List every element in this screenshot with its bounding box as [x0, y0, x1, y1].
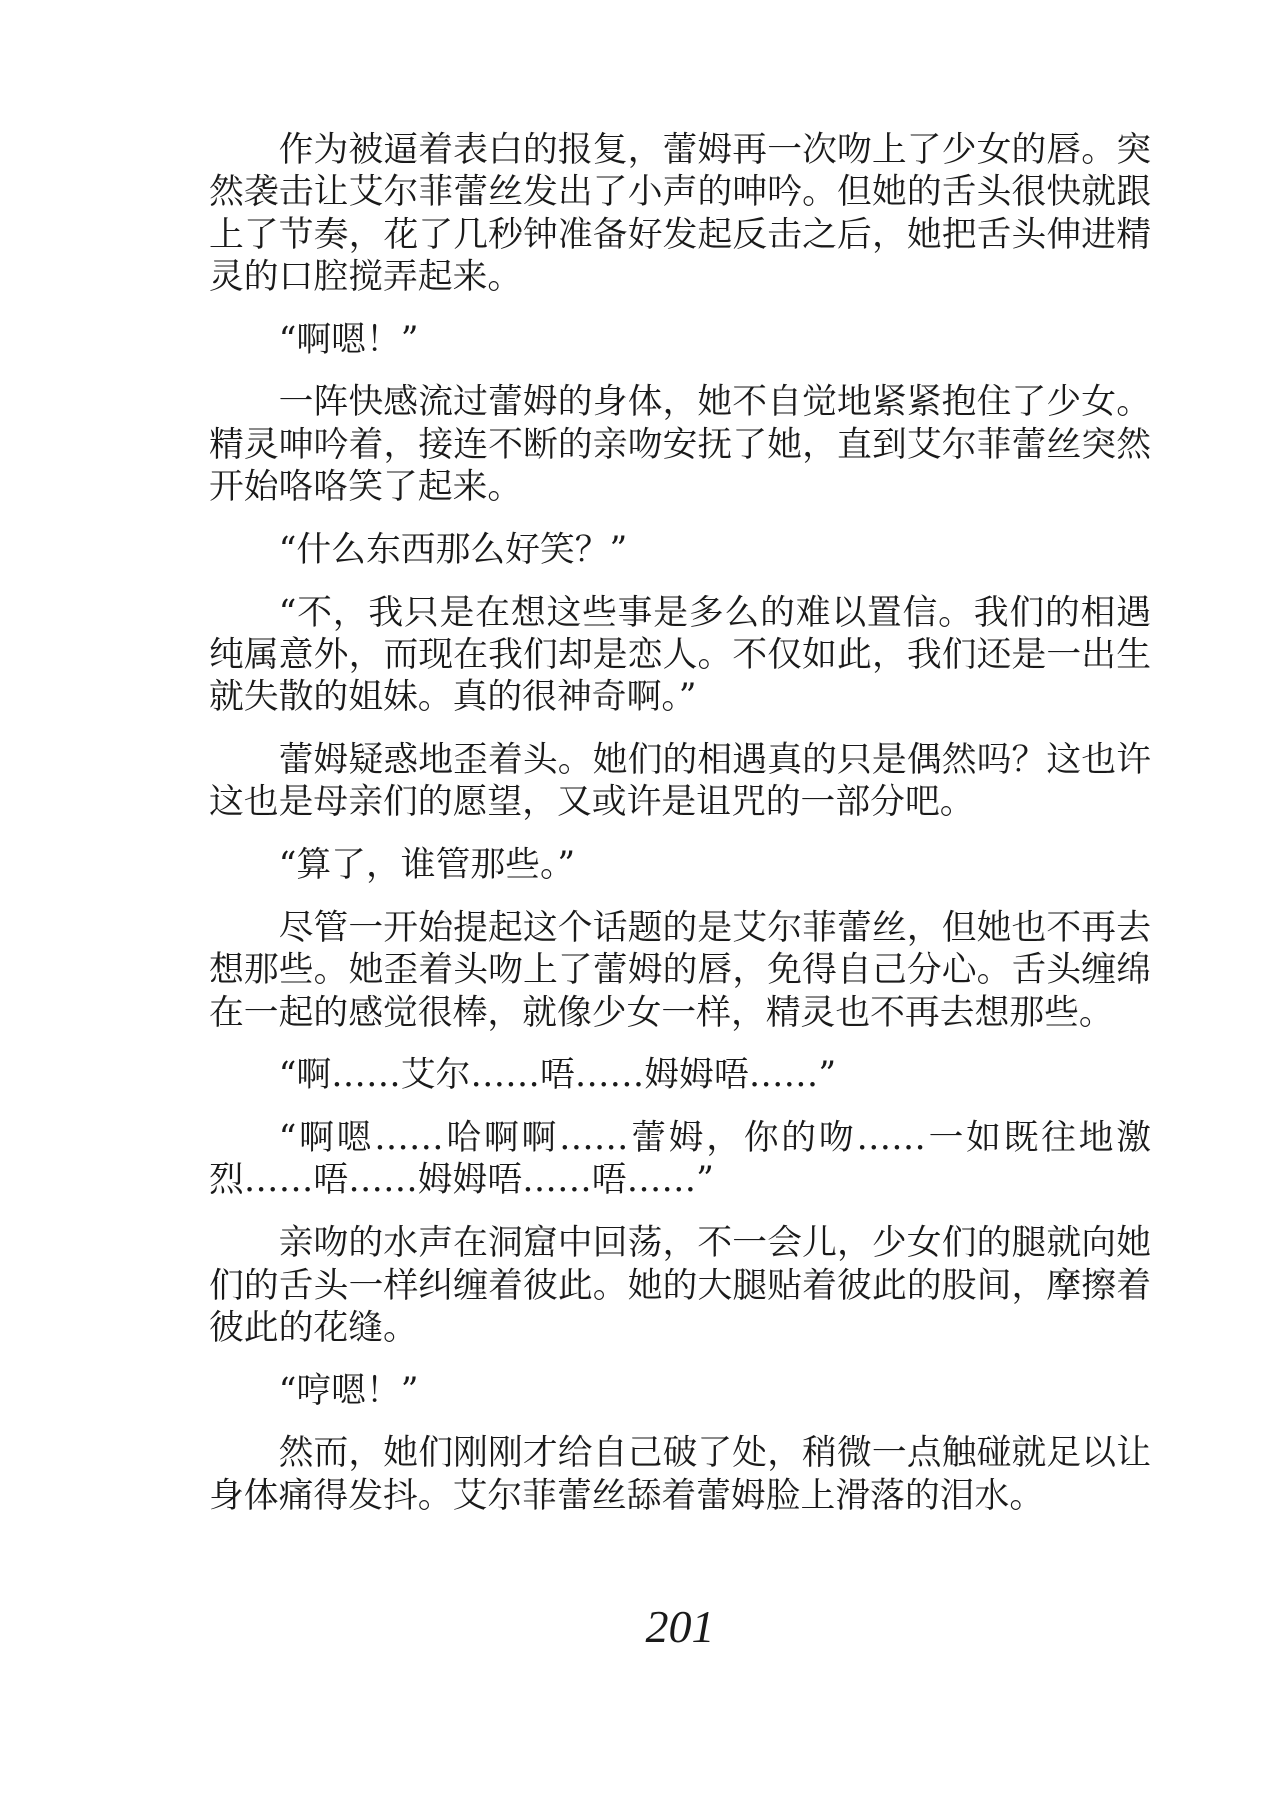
paragraph: 一阵快感流过蕾姆的身体，她不自觉地紧紧抱住了少女。精灵呻吟着，接连不断的亲吻安抚了她，直到艾尔菲蕾丝突然开始咯咯笑了起来。 — [209, 382, 1151, 508]
paragraph: “什么东西那么好笑？” — [278, 529, 628, 570]
paragraph: 亲吻的水声在洞窟中回荡，不一会儿，少女们的腿就向她们的舌头一样纠缠着彼此。她的大腿贴着彼此的股间，摩擦着彼此的花缝。 — [209, 1223, 1151, 1348]
paragraph: “啊嗯！” — [278, 319, 419, 360]
paragraph: 作为被逼着表白的报复，蕾姆再一次吻上了少女的唇。突然袭击让艾尔菲蕾丝发出了小声的呻吟。但她的舌头很快就跟上了节奏，花了几秒钟准备好发起反击之后，她把舌头伸进精灵的口腔搅弄起来。 — [209, 130, 1151, 297]
paragraph: “哼嗯！” — [278, 1370, 419, 1411]
paragraph: 蕾姆疑惑地歪着头。她们的相遇真的只是偶然吗？这也许这也是母亲们的愿望，又或许是诅咒的一部分吧。 — [209, 740, 1151, 823]
paragraph: “不，我只是在想这些事是多么的难以置信。我们的相遇纯属意外，而现在我们却是恋人。不仅如此，我们还是一出生就失散的姐妹。真的很神奇啊。” — [209, 592, 1151, 718]
paragraph: “啊嗯……哈啊啊……蕾姆，你的吻……一如既往地激烈……唔……姆姆唔……唔……” — [209, 1118, 1151, 1201]
page-body — [209, 129, 1151, 1538]
paragraph: 尽管一开始提起这个话题的是艾尔菲蕾丝，但她也不再去想那些。她歪着头吻上了蕾姆的唇，免得自己分心。舌头缠绵在一起的感觉很棒，就像少女一样，精灵也不再去想那些。 — [209, 907, 1151, 1033]
paragraph: “算了，谁管那些。” — [278, 845, 576, 886]
page-number: 201 — [645, 1601, 715, 1652]
paragraph: “啊……艾尔……唔……姆姆唔……” — [278, 1055, 837, 1096]
paragraph: 然而，她们刚刚才给自己破了处，稍微一点触碰就足以让身体痛得发抖。艾尔菲蕾丝舔着蕾姆脸上滑落的泪水。 — [209, 1433, 1151, 1516]
